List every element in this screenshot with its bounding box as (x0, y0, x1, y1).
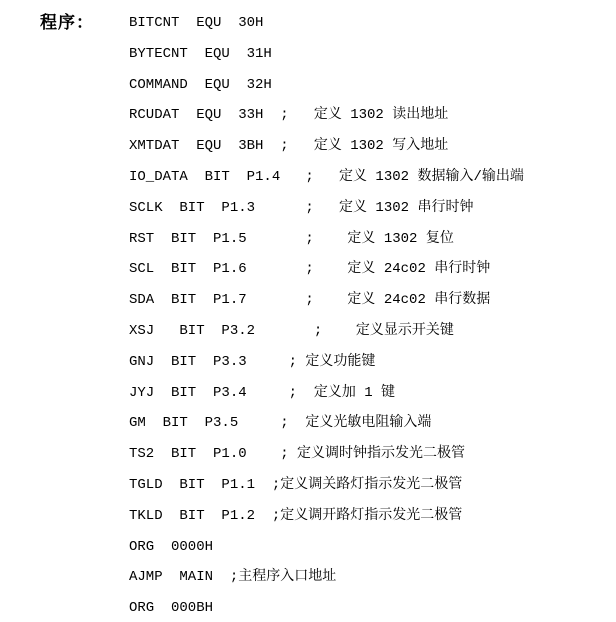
code-line: BYTECNT EQU 31H (129, 45, 272, 62)
code-line: RST BIT P1.5 ; 定义 1302 复位 (129, 230, 454, 247)
code-line: RCUDAT EQU 33H ; 定义 1302 读出地址 (129, 107, 449, 124)
code-line: XMTDAT EQU 3BH ; 定义 1302 写入地址 (129, 138, 449, 155)
code-line: SDA BIT P1.7 ; 定义 24c02 串行数据 (129, 292, 491, 309)
code-line: TGLD BIT P1.1 ;定义调关路灯指示发光二极管 (129, 476, 463, 493)
code-line: BITCNT EQU 30H (129, 15, 264, 31)
code-line: COMMAND EQU 32H (129, 76, 272, 93)
code-line: ORG 000BH (129, 600, 214, 617)
code-listing (129, 8, 616, 622)
code-line: JYJ BIT P3.4 ; 定义加 1 键 (129, 384, 396, 401)
program-label: 程序： (40, 13, 94, 33)
code-line: AJMP MAIN ;主程序入口地址 (129, 569, 337, 586)
code-line: TS2 BIT P1.0 ; 定义调时钟指示发光二极管 (129, 446, 466, 463)
code-line: TKLD BIT P1.2 ;定义调开路灯指示发光二极管 (129, 507, 463, 524)
code-line: SCL BIT P1.6 ; 定义 24c02 串行时钟 (129, 261, 491, 278)
code-line: IO_DATA BIT P1.4 ; 定义 1302 数据输入/输出端 (129, 168, 524, 185)
code-line: ORG 0000H (129, 538, 214, 555)
code-line: GNJ BIT P3.3 ; 定义功能键 (129, 353, 376, 370)
code-line: GM BIT P3.5 ; 定义光敏电阻输入端 (129, 415, 432, 432)
code-line: SCLK BIT P1.3 ; 定义 1302 串行时钟 (129, 199, 474, 216)
code-line: XSJ BIT P3.2 ; 定义显示开关键 (129, 322, 454, 339)
